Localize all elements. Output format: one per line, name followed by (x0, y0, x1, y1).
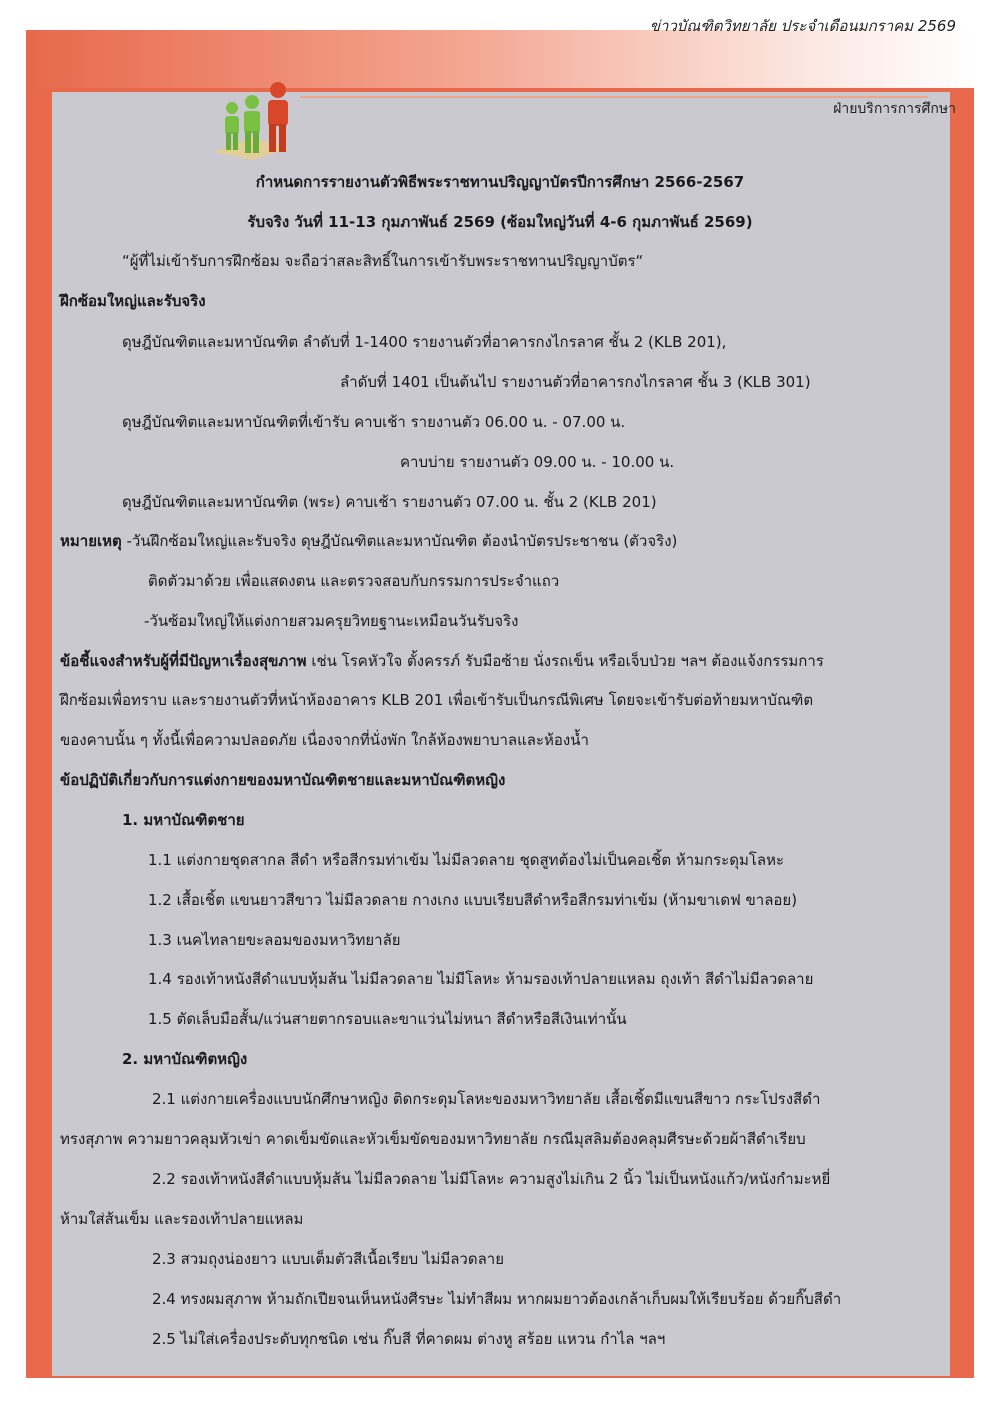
male-item-4: 1.4 รองเท้าหนังสีดำแบบหุ้มส้น ไม่มีลวดลาย ไม่มีโลหะ ห้ามรองเท้าปลายแหลม ถุงเท้า สีดำไม่มีลวดลาย (148, 970, 814, 988)
male-item-1: 1.1 แต่งกายชุดสากล สีดำ หรือสีกรมท่าเข้ม ไม่มีลวดลาย ชุดสูทต้องไม่เป็นคอเชิ้ต ห้ามกระดุมโลหะ (148, 851, 785, 869)
female-item-2-3: 2.3 สวมถุงน่องยาว แบบเต็มตัวสีเนื้อเรียบ ไม่มีลวดลาย (152, 1250, 505, 1268)
male-title: 1. มหาบัณฑิตชาย (122, 811, 245, 829)
female-item-2-2a: 2.2 รองเท้าหนังสีดำแบบหุ้มส้น ไม่มีลวดลาย ไม่มีโลหะ ความสูงไม่เกิน 2 นิ้ว ไม่เป็นหนังแก้ว/หนังกำมะหยี่ (152, 1170, 831, 1188)
rehearsal-line-1: ดุษฎีบัณฑิตและมหาบัณฑิต ลำดับที่ 1-1400 รายงานตัวที่อาคารกงไกรลาศ ชั้น 2 (KLB 201), (122, 333, 727, 351)
health-label: ข้อชี้แจงสำหรับผู้ที่มีปัญหาเรื่องสุขภาพ (60, 652, 307, 670)
note-text-1: -วันฝึกซ้อมใหญ่และรับจริง ดุษฎีบัณฑิตและมหาบัณฑิต ต้องนำบัตรประชาชน (ตัวจริง) (121, 532, 678, 550)
female-item-2-1b: ทรงสุภาพ ความยาวคลุมหัวเข่า คาดเข็มขัดและหัวเข็มขัดของมหาวิทยาลัย กรณีมุสลิมต้องคลุมศีรษะด้วยผ้าสีดำเรียบ (60, 1130, 806, 1148)
female-item-2-2b: ห้ามใส่ส้นเข็ม และรองเท้าปลายแหลม (60, 1210, 304, 1228)
female-item-2-4: 2.4 ทรงผมสุภาพ ห้ามถักเปียจนเห็นหนังศีรษะ ไม่ทำสีผม หากผมยาวต้องเกล้าเก็บผมให้เรียบร้อย ด้วยกิ๊บสีดำ (152, 1290, 842, 1308)
note-line-3: -วันซ้อมใหญ่ให้แต่งกายสวมครุยวิทยฐานะเหมือนวันรับจริง (144, 612, 519, 630)
health-line-1 (60, 651, 824, 671)
newsletter-title: ข่าวบัณฑิตวิทยาลัย ประจำเดือนมกราคม 2569 (649, 17, 956, 35)
health-line-2: ฝึกซ้อมเพื่อทราบ และรายงานตัวที่หน้าห้องอาคาร KLB 201 เพื่อเข้ารับเป็นกรณีพิเศษ โดยจะเข้ารับต่อท้ายมหาบัณฑิต (60, 691, 814, 709)
female-item-2-1a: 2.1 แต่งกายเครื่องแบบนักศึกษาหญิง ติดกระดุมโลหะของมหาวิทยาลัย เสื้อเชิ้ตมีแขนสีขาว กระโปรงสีดำ (152, 1090, 821, 1108)
male-item-3: 1.3 เนคไทลายขะลอมของมหาวิทยาลัย (148, 931, 401, 949)
female-item-2-5: 2.5 ไม่ใส่เครื่องประดับทุกชนิด เช่น กิ๊บสี ที่คาดผม ต่างหู สร้อย แหวน กำไล ฯลฯ (152, 1330, 666, 1348)
announcement-heading: กำหนดการรายงานตัวพิธีพระราชทานปริญญาบัตรปีการศึกษา 2566-2567 (255, 173, 745, 191)
dress-title: ข้อปฏิบัติเกี่ยวกับการแต่งกายของมหาบัณฑิตชายและมหาบัณฑิตหญิง (60, 771, 506, 789)
figure-red-icon (268, 82, 288, 152)
note-label: หมายเหตุ (60, 532, 122, 550)
rehearsal-line-5: ดุษฎีบัณฑิตและมหาบัณฑิต (พระ) คาบเช้า รายงานตัว 07.00 น. ชั้น 2 (KLB 201) (122, 493, 657, 511)
header-strip (26, 30, 974, 88)
graduates-logo-icon (212, 82, 312, 160)
rehearsal-line-4: คาบบ่าย รายงานตัว 09.00 น. - 10.00 น. (400, 453, 675, 471)
figure-green-small-icon (225, 102, 239, 150)
announcement-subheading: รับจริง วันที่ 11-13 กุมภาพันธ์ 2569 (ซ้อมใหญ่วันที่ 4-6 กุมภาพันธ์ 2569) (247, 213, 753, 231)
rehearsal-title: ฝึกซ้อมใหญ่และรับจริง (60, 292, 206, 310)
female-title: 2. มหาบัณฑิตหญิง (122, 1050, 248, 1068)
note-line-1 (60, 531, 677, 551)
note-line-2: ติดตัวมาด้วย เพื่อแสดงตน และตรวจสอบกับกรรมการประจำแถว (148, 572, 560, 590)
department-label: ฝ่ายบริการการศึกษา (833, 101, 956, 117)
announcement-quote: “ผู้ที่ไม่เข้ารับการฝึกซ้อม จะถือว่าสละสิทธิ์ในการเข้ารับพระราชทานปริญญาบัตร“ (122, 252, 644, 270)
male-item-2: 1.2 เสื้อเชิ้ต แขนยาวสีขาว ไม่มีลวดลาย กางเกง แบบเรียบสีดำหรือสีกรมท่าเข้ม (ห้ามขาเดฟ ขาลอย) (148, 891, 798, 909)
health-line-3: ของคาบนั้น ๆ ทั้งนี้เพื่อความปลอดภัย เนื่องจากที่นั่งพัก ใกล้ห้องพยาบาลและห้องน้ำ (60, 731, 589, 749)
rehearsal-line-2: ลำดับที่ 1401 เป็นต้นไป รายงานตัวที่อาคารกงไกรลาศ ชั้น 3 (KLB 301) (340, 373, 811, 391)
health-text-1: เช่น โรคหัวใจ ตั้งครรภ์ รับมือซ้าย นั่งรถเข็น หรือเจ็บป่วย ฯลฯ ต้องแจ้งกรรมการ (306, 652, 824, 670)
rehearsal-line-3: ดุษฎีบัณฑิตและมหาบัณฑิตที่เข้ารับ คาบเช้า รายงานตัว 06.00 น. - 07.00 น. (122, 413, 626, 431)
male-item-5: 1.5 ตัดเล็บมือสั้น/แว่นสายตากรอบและขาแว่นไม่หนา สีดำหรือสีเงินเท่านั้น (148, 1010, 627, 1028)
